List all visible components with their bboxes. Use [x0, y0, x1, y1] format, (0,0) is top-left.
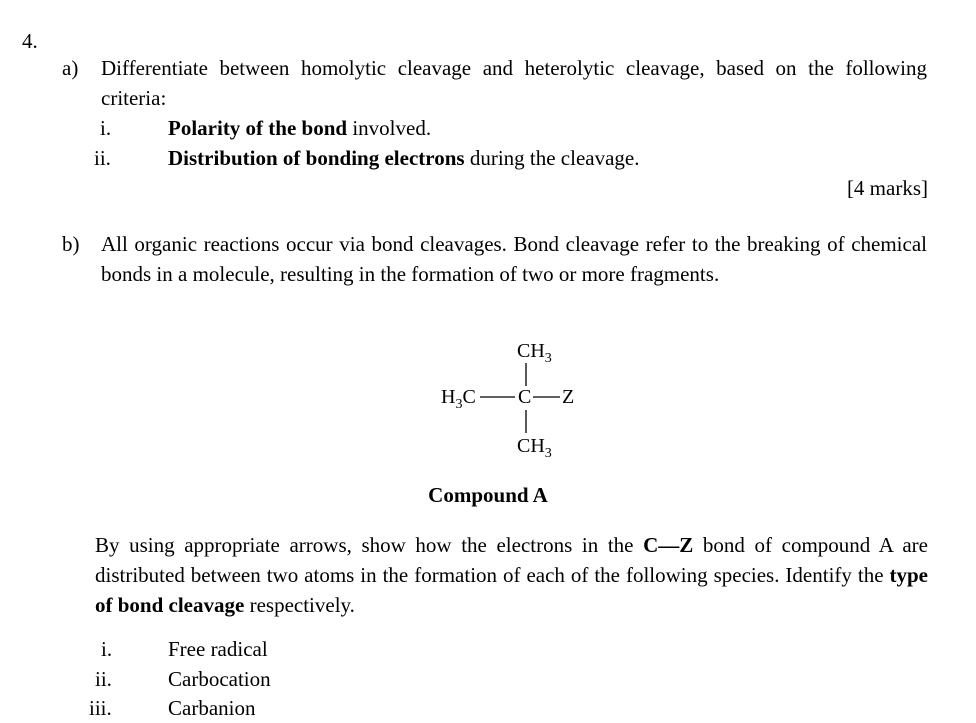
- left-methyl-group: $H_3C$: [441, 386, 476, 412]
- compound-a-structure: [436, 330, 596, 460]
- part-a-label: a): [62, 56, 79, 80]
- criterion-item: [168, 113, 431, 143]
- criterion-numeral: i.: [100, 116, 112, 140]
- structure-diagram: [436, 330, 596, 460]
- instruction-emphasis: type of bond cleavage: [95, 563, 928, 617]
- species-numeral: iii.: [89, 696, 112, 720]
- part-b-text: All organic reactions occur via bond cleavages. Bond cleavage refer to the breaking of chemical bonds in a molecule, resulting in the formation of two or more fragments.: [101, 232, 927, 286]
- criterion-item: [168, 143, 640, 173]
- criterion-bold: Polarity of the bond: [168, 116, 348, 140]
- part-a-text: Differentiate between homolytic cleavage and heterolytic cleavage, based on the following criteria:: [101, 56, 927, 110]
- species-item: Carbanion: [168, 696, 256, 720]
- top-methyl-group: $CH_3$: [517, 340, 552, 366]
- species-numeral: ii.: [95, 667, 112, 691]
- marks-label: [4 marks]: [846, 176, 928, 200]
- compound-caption: Compound A: [428, 483, 548, 507]
- criterion-numeral: ii.: [94, 146, 111, 170]
- species-item: Carbocation: [168, 667, 271, 691]
- species-numeral: i.: [101, 637, 113, 661]
- z-group: Z: [562, 386, 575, 408]
- criterion-bold: Distribution of bonding electrons: [168, 146, 465, 170]
- question-number: 4.: [22, 29, 38, 53]
- instruction-bond: C—Z: [643, 533, 694, 557]
- instruction-text: bond of compound A are distributed between two atoms in the formation of each of the following species. Identify the: [95, 533, 928, 587]
- criterion-rest: involved.: [347, 116, 432, 140]
- species-item: Free radical: [168, 637, 268, 661]
- bottom-methyl-group: $CH_3$: [517, 435, 552, 460]
- instruction-text: By using appropriate arrows, show how the electrons in the: [95, 533, 644, 557]
- part-b-instruction: [95, 530, 928, 620]
- central-carbon: C: [518, 386, 532, 408]
- criterion-rest: during the cleavage.: [464, 146, 640, 170]
- instruction-text: respectively.: [244, 593, 355, 617]
- part-b-label: b): [62, 232, 80, 256]
